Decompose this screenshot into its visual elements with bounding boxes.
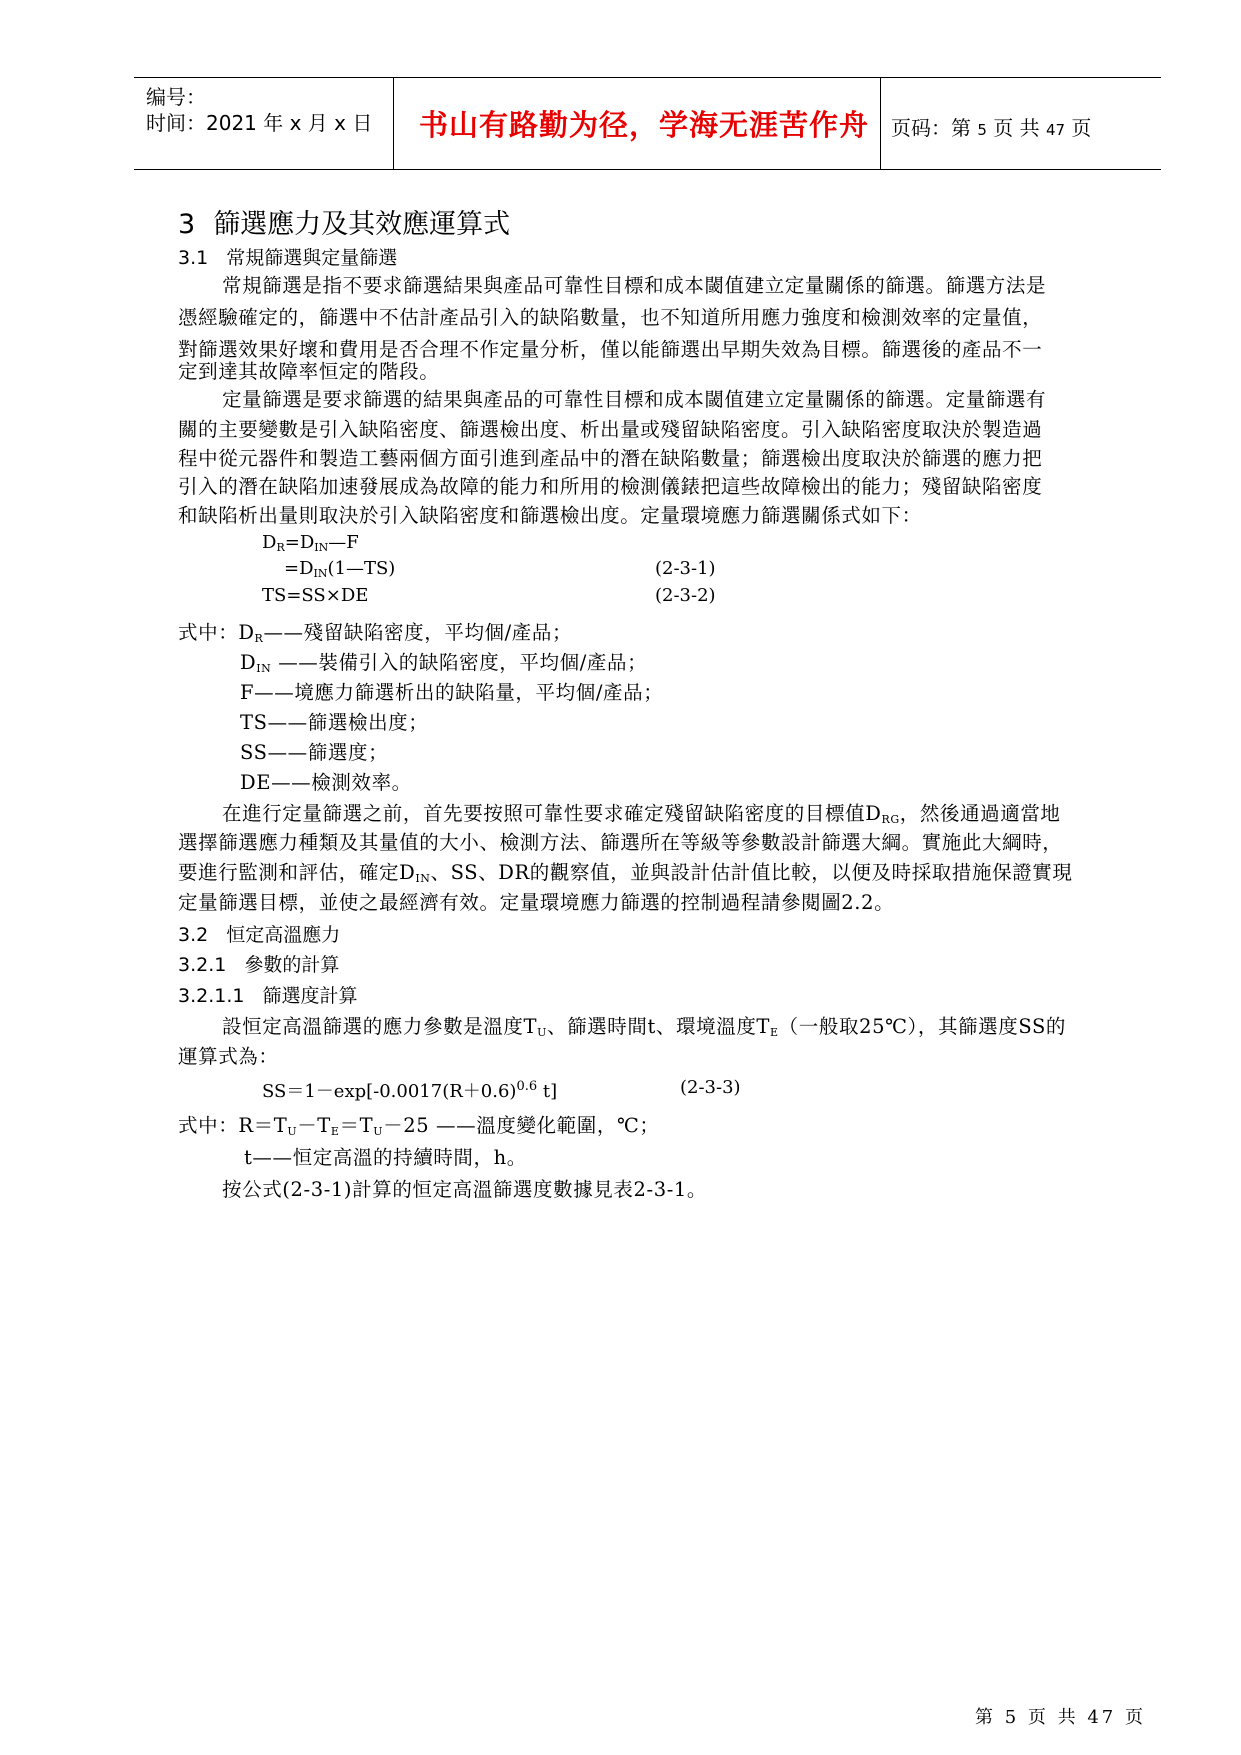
paragraph-line — [178, 857, 1073, 885]
subscript: U — [537, 1026, 547, 1039]
text: 在進行定量篩選之前，首先要按照可靠性要求確定殘留缺陷密度的目標值D — [222, 802, 882, 825]
definition: ——裝備引入的缺陷密度，平均個/產品； — [271, 651, 648, 674]
heading-number: 3.1 — [178, 247, 209, 269]
heading-number: 3.2.1.1 — [178, 985, 245, 1007]
where-line: F——境應力篩選析出的缺陷量，平均個/產品； — [240, 681, 664, 704]
text: 、SS、DR的觀察值，並與設計估計值比較，以便及時採取措施保證實現 — [430, 861, 1073, 884]
motto: 书山有路勤为径，学海无涯苦作舟 — [419, 108, 870, 142]
paragraph-line: 對篩選效果好壞和費用是否合理不作定量分析，僅以能篩選出早期失效為目標。篩選後的產品不一 — [178, 338, 1043, 361]
where-line — [240, 647, 647, 675]
symbol: D — [238, 621, 255, 644]
heading-3-1 — [178, 243, 397, 270]
text: －T — [297, 1114, 331, 1137]
definition: ——殘留缺陷密度，平均個/產品； — [263, 621, 573, 644]
symbol: (1—TS) — [327, 558, 396, 579]
where-line — [178, 1110, 659, 1138]
subscript: IN — [415, 872, 431, 885]
heading-3-2-1-1 — [178, 981, 358, 1008]
equation-number: (2-3-1) — [655, 558, 716, 579]
text: ，然後通過適當地 — [899, 802, 1061, 825]
heading-title: 常規篩選與定量篩選 — [226, 247, 398, 269]
subscript: U — [287, 1125, 298, 1138]
paragraph-line: 憑經驗確定的，篩選中不估計產品引入的缺陷數量，也不知道所用應力強度和檢測效率的定量值， — [178, 306, 1043, 329]
paragraph-line: 定到達其故障率恒定的階段。 — [178, 360, 440, 383]
header-bottom-rule — [134, 169, 1161, 170]
symbol: =D — [284, 532, 315, 553]
where-line: TS——篩選檢出度； — [240, 711, 429, 734]
header-divider-left — [393, 78, 394, 170]
symbol: D — [240, 651, 257, 674]
subscript: U — [373, 1125, 384, 1138]
where-line: DE——檢測效率。 — [240, 771, 412, 794]
text: R＝T — [238, 1114, 288, 1137]
formula-dr — [262, 532, 359, 554]
page-prefix: 页码：第 — [891, 116, 978, 140]
where-label: 式中： — [178, 1114, 239, 1137]
equation-number: (2-3-2) — [655, 585, 716, 606]
subscript: E — [770, 1026, 779, 1039]
subscript: IN — [256, 662, 272, 675]
symbol: SS＝1－exp[-0.0017(R＋0.6) — [262, 1081, 517, 1102]
heading-title: 篩選度計算 — [262, 985, 358, 1007]
symbol: t] — [537, 1081, 558, 1102]
subscript: E — [330, 1125, 340, 1138]
paragraph-line: 定量篩選目標，並使之最經濟有效。定量環境應力篩選的控制過程請參閱圖2.2。 — [178, 891, 895, 914]
paragraph-line: 定量篩選是要求篩選的結果與產品的可靠性目標和成本閾值建立定量關係的篩選。定量篩選有 — [222, 388, 1047, 411]
text: ＝T — [339, 1114, 374, 1137]
section-title: 篩選應力及其效應運算式 — [213, 209, 511, 240]
subscript: IN — [314, 541, 329, 554]
header-page-info — [891, 112, 1091, 141]
page-total: 47 — [1045, 121, 1066, 139]
paragraph-line: 常規篩選是指不要求篩選結果與產品可靠性目標和成本閾值建立定量關係的篩選。篩選方法是 — [222, 274, 1047, 297]
subscript: R — [276, 541, 285, 554]
formula-ts: TS=SS×DE — [262, 585, 369, 606]
formula-dr-2 — [284, 558, 395, 580]
text: （一般取25℃），其篩選度SS的 — [778, 1015, 1067, 1038]
page-mid: 页 共 — [986, 116, 1046, 140]
subscript: RG — [881, 813, 900, 826]
paragraph-line: 關的主要變數是引入缺陷密度、篩選檢出度、析出量或殘留缺陷密度。引入缺陷密度取決於製造過 — [178, 418, 1043, 441]
page-footer: 第 5 页 共 47 页 — [975, 1707, 1146, 1728]
paragraph-line — [222, 1011, 1066, 1039]
text: 設恒定高溫篩選的應力參數是溫度T — [222, 1015, 538, 1038]
paragraph-line — [222, 798, 1061, 826]
paragraph-line: 引入的潛在缺陷加速發展成為故障的能力和所用的檢測儀錶把這些故障檢出的能力；殘留缺陷密度 — [178, 475, 1043, 498]
where-line: t——恒定高溫的持續時間，h。 — [244, 1146, 527, 1169]
equation-number: (2-3-3) — [680, 1077, 741, 1098]
where-line — [178, 617, 572, 645]
page-suffix: 页 — [1065, 116, 1092, 140]
heading-3-2-1 — [178, 950, 339, 977]
page-number: 5 — [977, 121, 987, 139]
heading-number: 3.2 — [178, 924, 209, 946]
section-heading — [178, 202, 510, 241]
subscript: IN — [313, 567, 328, 580]
paragraph-line: 按公式(2-3-1)計算的恒定高溫篩選度數據見表2-3-1。 — [222, 1178, 708, 1201]
heading-3-2 — [178, 920, 340, 947]
text: 、篩選時間t、環境溫度T — [546, 1015, 771, 1038]
symbol: D — [262, 532, 277, 553]
symbol: =D — [284, 558, 314, 579]
text: 要進行監測和評估，確定D — [178, 861, 416, 884]
section-number: 3 — [178, 209, 196, 240]
paragraph-line: 選擇篩選應力種類及其量值的大小、檢測方法、篩選所在等級等參數設計篩選大綱。實施此大綱時， — [178, 831, 1063, 854]
symbol: —F — [328, 532, 359, 553]
paragraph-line: 和缺陷析出量則取決於引入缺陷密度和篩選檢出度。定量環境應力篩選關係式如下： — [178, 504, 922, 527]
paragraph-line: 程中從元器件和製造工藝兩個方面引進到產品中的潛在缺陷數量；篩選檢出度取決於篩選的應力把 — [178, 447, 1043, 470]
where-label: 式中： — [178, 621, 239, 644]
heading-title: 恒定高溫應力 — [226, 924, 341, 946]
text: －25 ——溫度變化範圍，℃； — [383, 1114, 660, 1137]
paragraph-line: 運算式為： — [178, 1045, 279, 1068]
header-top-rule — [134, 77, 1161, 78]
serial-label: 编号： — [146, 85, 206, 109]
header-divider-right — [880, 78, 881, 170]
superscript: 0.6 — [516, 1079, 538, 1094]
time-label: 时间：2021 年 x 月 x 日 — [146, 111, 373, 135]
heading-number: 3.2.1 — [178, 954, 227, 976]
where-line: SS——篩選度； — [240, 741, 389, 764]
subscript: R — [254, 632, 264, 645]
formula-ss — [262, 1077, 557, 1103]
heading-title: 參數的計算 — [244, 954, 340, 976]
